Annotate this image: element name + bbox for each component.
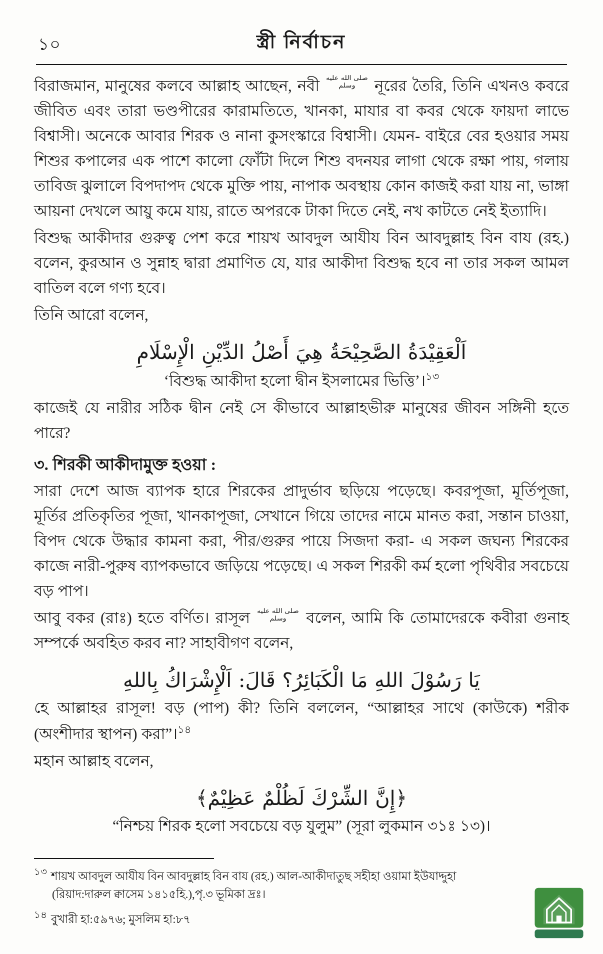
footnote-area [34,858,569,932]
page-body [34,75,569,840]
arabic-quote-1: اَلْعَقِيْدَةُ الصَّحِيْحَةُ هِيَ أَصْلُ الدِّيْنِ الْإِسْلَامِ [136,339,467,364]
salutation-glyph: صلى الله عليه وسلم [257,607,300,622]
translation-1: ‘বিশুদ্ধ আকীদা হলো দ্বীন ইসলামের ভিত্তি’।$^{১৩}$ [163,371,440,390]
paragraph-5: সারা দেশে আজ ব্যাপক হারে শিরকের প্রাদুর্ভাব ছড়িয়ে পড়েছে। কবরপূজা, মূর্তিপূজা, মূর্তির প্রতিকৃতির পূজা, খানকাপূজা, সেখানে গিয়ে তাদের নামে মানত করা, সন্তান চাওয়া, বিপদ থেকে উদ্ধার কামনা করা, পীর/গুরুর পায়ে সিজদা করা- এ সকল জঘন্য শিরকের কাজে নারী-পুরুষ ব্যাপকভাবে জড়িয়ে পড়েছে। এ সকল শিরকী কর্ম হলো পৃথিবীর সবচেয়ে বড় পাপ। [34,483,569,601]
footnote-14 [34,908,569,929]
paragraph-6: আবু বকর (রাঃ) হতে বর্ণিত। রাসূল صلى الله عليه وسلم বলেন, আমি কি তোমাদেরকে কবীরা গুনাহ সম্পর্কে অবহিত করব না? সাহাবীগণ বলেন, [34,607,569,653]
salutation-glyph: صلى الله عليه وسلم [325,75,368,90]
arabic-quote-3: ﴿إِنَّ الشِّرْكَ لَظُلْمٌ عَظِيْمٌ﴾ [195,786,408,811]
section-heading-3: ৩. শিরকী আকীদামুক্ত হওয়া : [34,456,217,474]
paragraph-3: তিনি আরো বলেন, [34,306,149,324]
footnote-13 [34,865,569,904]
paragraph-7: হে আল্লাহর রাসূল! বড় (পাপ) কী? তিনি বললেন, “আল্লাহর সাথে (কাউকে) শরীক (অংশীদার স্থাপন) করা”।$^{১৪}$ [34,700,569,744]
publisher-logo [533,886,585,940]
page-header [34,26,569,60]
translation-3: “নিশ্চয় শিরক হলো সবচেয়ে বড় যুলুম” (সূরা লুকমান ৩১ঃ ১৩)। [112,818,491,836]
paragraph-1: বিরাজমান, মানুষের কলবে আল্লাহ আছেন, নবী صلى الله عليه وسلم নূরের তৈরি, তিনি এখনও কবরে জীবিত এবং তারা ভণ্ডপীরের কারামতিতে, খানকা, মাযার বা কবর থেকে ফায়দা লাভে বিশ্বাসী। অনেকে আবার শিরক ও নানা কুসংস্কারে বিশ্বাসী। যেমন- বাইরে বের হওয়ার সময় শিশুর কপালের এক পাশে কালো ফোঁটা দিলে শিশু বদনযর লাগা থেকে রক্ষা পায়, গলায় তাবিজ ঝুলালে বিপদাপদ থেকে মুক্তি পায়, নাপাক অবস্থায় কোন কাজই করা যায় না, ভাঙ্গা আয়না দেখলে আয়ু কমে যায়, রাতে অপরকে টাকা দিতে নেই, নখ কাটতে নেই ইত্যাদি। [34,75,569,220]
footnote-14-line1: বুখারী হা:৫৯৭৬; মুসলিম হা:৮৭ [50,913,191,926]
paragraph-2: বিশুদ্ধ আকীদার গুরুত্ব পেশ করে শায়খ আবদুল আযীয বিন আবদুল্লাহ বিন বায (রহ.) বলেন, কুরআন ও সুন্নাহ দ্বারা প্রমাণিত যে, যার আকীদা বিশুদ্ধ হবে না তার সকল আমল বাতিল বলে গণ্য হবে। [34,229,569,297]
paragraph-8: মহান আল্লাহ বলেন, [34,753,154,771]
footnote-13-line2: (রিয়াদ:দারুল ক্বাসেম ১৪১৫হি.),পৃ.৩ ভূমিকা দ্রঃ। [52,888,266,901]
footnote-14-mark: ১৪ [34,909,47,921]
page-number: ১০ [38,35,62,54]
footnote-13-line1: শায়খ আবদুল আযীয বিন আবদুল্লাহ বিন বায (রহ.) আল-আকীদাতুছ সহীহা ওয়ামা ইউযাদ্দুহা [51,871,457,884]
page-title: স্ত্রী নির্বাচন [256,32,347,53]
footnote-divider [34,858,214,859]
footnote-ref-14: ১৪ [177,725,192,737]
footnote-13-mark: ১৩ [34,867,47,879]
paragraph-4: কাজেই যে নারীর সঠিক দ্বীন নেই সে কীভাবে আল্লাহভীরু মানুষের জীবন সঙ্গিনী হতে পারে? [34,399,569,442]
header-divider [36,64,567,65]
footnote-ref-13: ১৩ [425,371,440,383]
arabic-quote-2: يَا رَسُوْلَ اللهِ مَا الْكَبَائِرُ؟ قَالَ: اَلْإِشْرَاكُ بِاللهِ [123,668,480,693]
